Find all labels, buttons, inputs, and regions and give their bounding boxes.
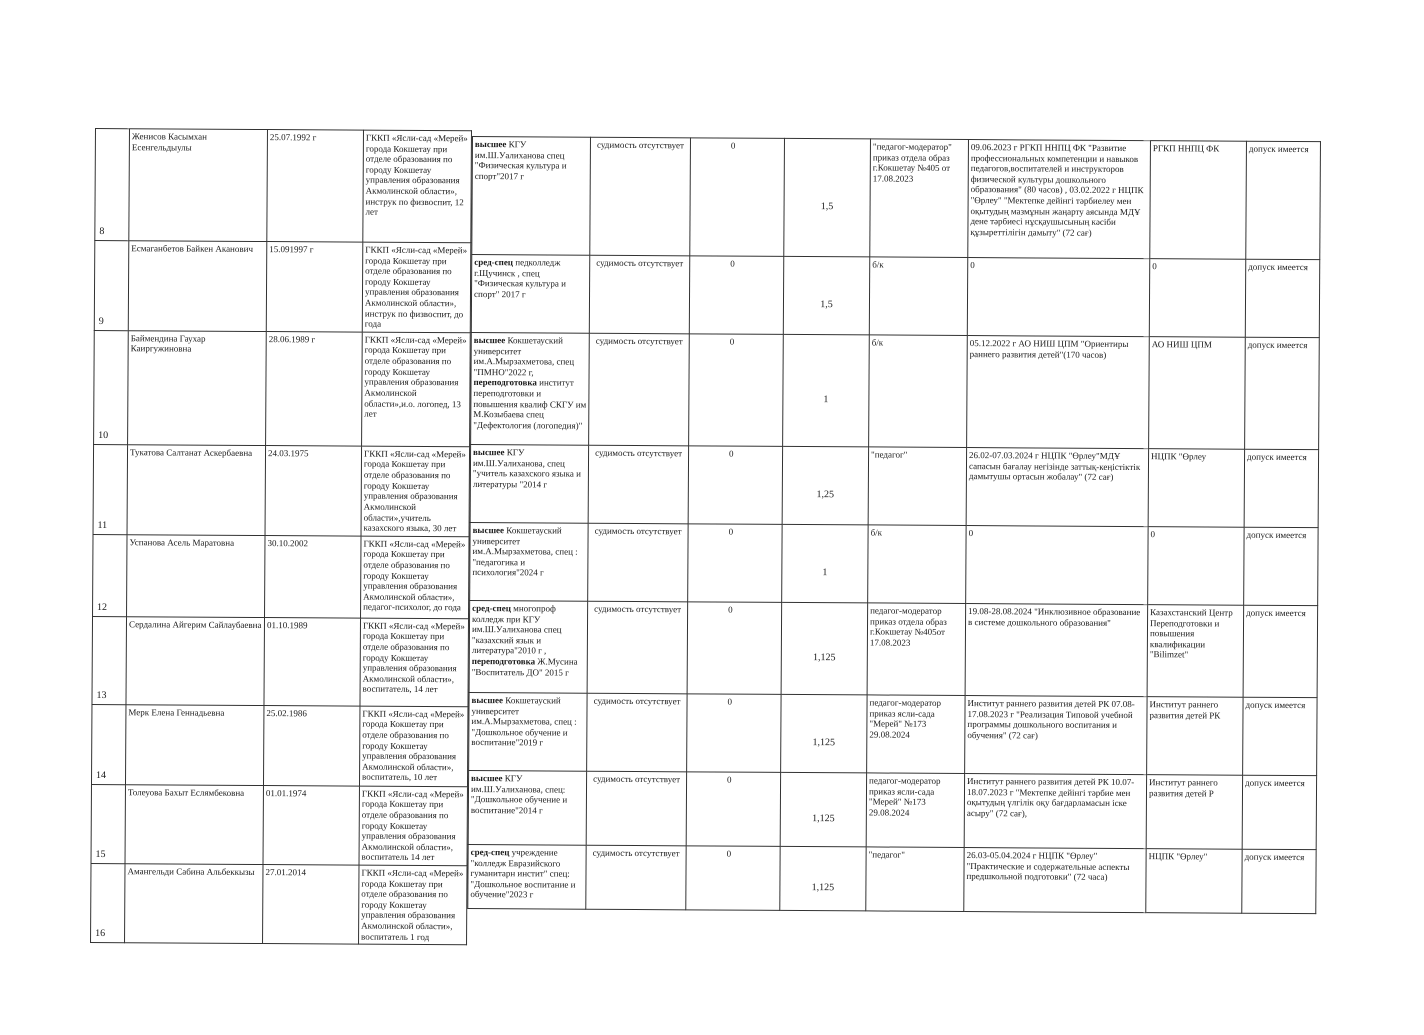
workload-rate: 1,125	[780, 772, 866, 847]
table-row	[94, 330, 471, 446]
workload-rate: 1,125	[781, 694, 867, 773]
row-number: 11	[93, 444, 128, 534]
zero-value: 0	[687, 694, 781, 773]
training-organization: НЦПК "Өрлеу	[1148, 449, 1244, 528]
education-text: КГУ им.Ш.Уалиханова спец "Физическая культура и спорт"2017 г	[474, 139, 567, 182]
training-courses: 05.12.2022 г АО НИШ ЦПМ "Ориентиры раннего развития детей"(170 часов)	[967, 336, 1150, 449]
row-number: 14	[91, 704, 125, 784]
education-level: высшее	[473, 335, 506, 346]
education-level: сред-спец	[472, 603, 511, 614]
education-cell	[468, 770, 586, 845]
right-table-body	[468, 137, 1321, 914]
conviction-status: судимость отсутствует	[589, 333, 690, 446]
workload-rate: 1,25	[782, 446, 868, 525]
row-number: 8	[95, 129, 130, 241]
table-row	[470, 444, 1318, 527]
conviction-status: судимость отсутствует	[588, 523, 688, 602]
education-cell	[470, 522, 588, 601]
table-row	[95, 129, 472, 243]
admission-status: допуск имеется	[1242, 775, 1316, 849]
workload-rate: 1,5	[784, 138, 871, 257]
row-number: 9	[94, 241, 129, 331]
training-organization: Институт раннего развития детей Р	[1146, 775, 1242, 850]
employee-name: Есмаганбетов Байкен Аканович	[128, 241, 267, 332]
birth-date: 01.10.1989	[264, 617, 361, 706]
education-text: учреждение "колледж Евразийского гуманитарн инстит" спец: "Дошкольное воспитание и обучение"2023 г	[470, 847, 576, 900]
table-row	[469, 600, 1318, 697]
training-organization: 0	[1148, 527, 1244, 606]
admission-status: допуск имеется	[1243, 697, 1317, 775]
zero-value: 0	[688, 446, 782, 525]
zero-value: 0	[686, 772, 780, 847]
zero-value: 0	[689, 334, 784, 447]
training-courses: 19.08-28.08.2024 "Инклюзивное образование в системе дошкольного образования"	[965, 604, 1148, 697]
education-level: сред-спец	[474, 257, 514, 268]
table-row	[468, 844, 1316, 913]
training-courses: Институт раннего развития детей РК 10.07-18.07.2023 г "Мектепке дейінгі тәрбие мен оқытудың үлгілік оқу бағдарламасын іске асыру" (72 сағ),	[964, 774, 1146, 849]
employee-name: Женисов Касымхан Есенгельдыулы	[129, 129, 268, 242]
admission-status: допуск имеется	[1243, 605, 1318, 697]
retraining-text: институт переподготовки и повышения квалиф СКГУ им М.Козыбаева спец "Дефектология (логопедия)"	[473, 377, 587, 431]
workplace-position: ГККП «Ясли-сад «Мерей» города Кокшетау при отделе образования по городу Кокшетау управления образования Акмолинской области», воспитатель 1 год	[359, 865, 467, 945]
training-organization: Казахстанский Центр Переподготовки и повышения квалификации "Bilimzet"	[1147, 605, 1244, 698]
birth-date: 25.02.1986	[263, 705, 359, 786]
education-text: КГУ им.Ш.Уалиханова, спец: "Дошкольное обучение и воспитание"2014 г	[470, 773, 568, 816]
education-cell	[471, 255, 589, 334]
workload-rate: 1,125	[781, 602, 868, 695]
row-number: 10	[94, 330, 129, 444]
employee-name: Мерк Елена Геннадьевна	[125, 704, 263, 785]
education-level: высшее	[472, 525, 505, 536]
education-text: педколледж г.Щучинск , спец "Физическая культура и спорт" 2017 г	[474, 257, 566, 300]
training-courses: Институт раннего развития детей РК 07.08-17.08.2023 г "Реализация Типовой учебной программы дошкольного воспитания и обучения" (72 сағ)	[965, 696, 1147, 775]
education-level: высшее	[471, 695, 504, 706]
training-organization: Институт раннего развития детей РК	[1147, 697, 1243, 776]
zero-value: 0	[687, 602, 782, 695]
qualification-category: "педагог"	[868, 447, 966, 526]
table-row	[468, 770, 1316, 849]
conviction-status: судимость отсутствует	[586, 771, 686, 846]
qualification-category: педагог-модератор приказ ясли-сада "Мерей" №173 29.08.2024	[867, 695, 965, 774]
table-row	[91, 704, 467, 786]
workplace-position: ГККП «Ясли-сад «Мерей» города Кокшетау при отделе образования по городу Кокшетау управления образования Акмолинской области», педагог-психолог, до года	[361, 536, 469, 619]
workplace-position: ГККП «Ясли-сад «Мерей» города Кокшетау при отделе образования по городу Кокшетау управления образования Акмолинской области»,и.о. логопед, 13 лет	[362, 332, 471, 447]
row-number: 16	[91, 864, 125, 943]
conviction-status: судимость отсутствует	[588, 445, 688, 524]
row-number: 13	[92, 616, 127, 704]
training-courses: 26.02-07.03.2024 г НЦПК "Өрлеу"МДҰ сапасын бағалау негізінде заттық-кеңістіктік дамытушы ортасын жобалау" (72 сағ)	[966, 448, 1148, 527]
birth-date: 30.10.2002	[265, 535, 361, 618]
staff-table-left	[90, 128, 472, 946]
conviction-status: судимость отсутствует	[587, 601, 688, 694]
table-row	[91, 864, 467, 946]
birth-date: 15.091997 г	[266, 242, 363, 332]
table-row	[93, 444, 470, 536]
qualification-category: б/к	[869, 335, 968, 448]
education-cell	[468, 844, 586, 909]
education-cell	[470, 444, 588, 523]
staff-table-right	[467, 136, 1321, 914]
workplace-position: ГККП «Ясли-сад «Мерей» города Кокшетау при отделе образования по городу Кокшетау управления образования Акмолинской области», воспитатель, 14 лет	[360, 618, 469, 707]
table-row	[94, 241, 471, 333]
admission-status: допуск имеется	[1244, 527, 1318, 605]
workload-rate: 1	[782, 524, 868, 603]
zero-value: 0	[689, 256, 783, 335]
education-cell	[469, 600, 588, 693]
birth-date: 27.01.2014	[263, 865, 359, 945]
conviction-status: судимость отсутствует	[587, 693, 687, 772]
education-level: высшее	[471, 773, 503, 784]
employee-name: Толеуова Бахыт Еслямбековна	[125, 784, 263, 864]
education-level: высшее	[474, 139, 507, 150]
table-row	[92, 616, 469, 706]
education-cell	[472, 137, 591, 256]
admission-status: допуск имеется	[1245, 337, 1320, 449]
table-row	[471, 332, 1320, 449]
workload-rate: 1,125	[780, 846, 866, 911]
qualification-category: б/к	[868, 525, 966, 604]
education-cell	[471, 332, 590, 445]
table-row	[469, 692, 1317, 775]
education-text: Кокшетауский университет им.А.Мырзахметова, спец : "Дошкольное обучение и воспитание"2019 г	[471, 695, 577, 748]
admission-status: допуск имеется	[1242, 849, 1316, 913]
birth-date: 01.01.1974	[263, 785, 359, 865]
table-row	[91, 784, 467, 866]
admission-status: допуск имеется	[1244, 449, 1318, 527]
workplace-position: ГККП «Ясли-сад «Мерей» города Кокшетау при отделе образования по городу Кокшетау управления образования Акмолинской области»,учитель казахского языка, 30 лет	[361, 446, 470, 537]
qualification-category: педагог-модератор приказ ясли-сада "Мерей" №173 29.08.2024	[866, 773, 964, 848]
education-level: высшее	[473, 447, 505, 458]
qualification-category: "педагог"	[866, 847, 964, 912]
education-text: Кокшетауский университет им.А.Мырзахметова, спец : "педагогика и психология"2024 г	[472, 525, 578, 578]
education-level: сред-спец	[470, 847, 510, 858]
workload-rate: 1	[783, 334, 870, 447]
workplace-position: ГККП «Ясли-сад «Мерей» города Кокшетау при отделе образования по городу Кокшетау управления образования Акмолинской области», воспитатель 14 лет	[359, 786, 467, 866]
education-text: многопроф колледж при КГУ им.Ш.Уалиханова спец "казахский язык и литература"2010 г ,	[471, 603, 562, 656]
employee-name: Успанова Асель Маратовна	[127, 534, 265, 617]
education-text: КГУ им.Ш.Уалиханова, спец "учитель казахского языка и литературы "2014 г	[472, 447, 581, 490]
training-courses: 09.06.2023 г РГКП ННПЦ ФК "Развитие профессиональных компетенции и навыков педагогов,воспитателей и инструкторов физической культуры дошкольного образования" (80 часов) , 03.02.2022 г НЦПК "Өрлеу" "Мектепке дейінгі тәрбиелеу мен оқытудың мазмұнын жаңарту аясында МДҰ дене тәрбиесі нұсқаушысының кәсіби құзыреттілігін дамыту" (72 сағ)	[968, 140, 1151, 259]
employee-name: Тукатова Салтанат Аскербаевна	[127, 445, 266, 536]
admission-status: допуск имеется	[1245, 259, 1319, 337]
birth-date: 25.07.1992 г	[267, 130, 364, 243]
left-table-body	[91, 129, 472, 946]
zero-value: 0	[686, 846, 780, 911]
training-courses: 26.03-05.04.2024 г НЦПК "Өрлеу" "Практические и содержательные аспекты предшкольной подготовки" (72 часа)	[964, 848, 1146, 913]
conviction-status: судимость отсутствует	[586, 845, 686, 910]
retraining-label: переподготовка	[471, 656, 536, 667]
row-number: 15	[91, 784, 125, 863]
retraining-label: переподготовка	[473, 377, 537, 388]
row-number: 12	[93, 534, 128, 616]
education-cell	[469, 692, 587, 771]
workplace-position: ГККП «Ясли-сад «Мерей» города Кокшетау при отделе образования по городу Кокшетау управления образования Акмолинской области», инструк по физвоспит, 12 лет	[363, 130, 472, 243]
conviction-status: судимость отсутствует	[589, 255, 689, 334]
retraining-text: Ж.Мусина "Воспитатель ДО" 2015 г	[471, 656, 578, 678]
workplace-position: ГККП «Ясли-сад «Мерей» города Кокшетау при отделе образования по городу Кокшетау управления образования Акмолинской области», инструк по физвоспит, до года	[362, 242, 471, 333]
conviction-status: судимость отсутствует	[590, 137, 691, 256]
education-text: Кокшетауский университет им.А.Мырзахметова, спец "ПМНО"2022 г,	[473, 335, 575, 378]
table-row	[471, 255, 1319, 338]
birth-date: 28.06.1989 г	[266, 331, 363, 446]
qualification-category: "педагог-модератор" приказ отдела образ г.Кокшетау №405 от 17.08.2023	[870, 139, 969, 258]
training-organization: АО НИШ ЦПМ	[1149, 337, 1246, 450]
employee-name: Сердалина Айгерим Сайлаубаевна	[126, 616, 265, 705]
qualification-category: педагог-модератор приказ отдела образ г.Кокшетау №405от 17.08.2023	[867, 603, 966, 696]
table-row	[472, 137, 1321, 260]
employee-name: Баймендина Гаухар Каиргужиновна	[128, 331, 267, 446]
training-organization: НЦПК "Өрлеу"	[1146, 849, 1242, 914]
workplace-position: ГККП «Ясли-сад «Мерей» города Кокшетау при отделе образования по городу Кокшетау управления образования Акмолинской области», воспитатель, 10 лет	[359, 706, 467, 787]
workload-rate: 1,5	[783, 256, 869, 335]
training-courses: 0	[966, 526, 1148, 605]
birth-date: 24.03.1975	[265, 445, 362, 535]
training-courses: 0	[967, 258, 1149, 337]
employee-name: Амангельди Сабина Альбеккызы	[125, 864, 263, 944]
zero-value: 0	[690, 138, 785, 257]
table-row	[93, 534, 469, 618]
table-row	[470, 522, 1318, 605]
qualification-category: б/к	[869, 257, 967, 336]
training-organization: РГКП ННПЦ ФК	[1150, 141, 1247, 260]
training-organization: 0	[1149, 259, 1245, 338]
zero-value: 0	[688, 524, 782, 603]
admission-status: допуск имеется	[1246, 141, 1321, 259]
